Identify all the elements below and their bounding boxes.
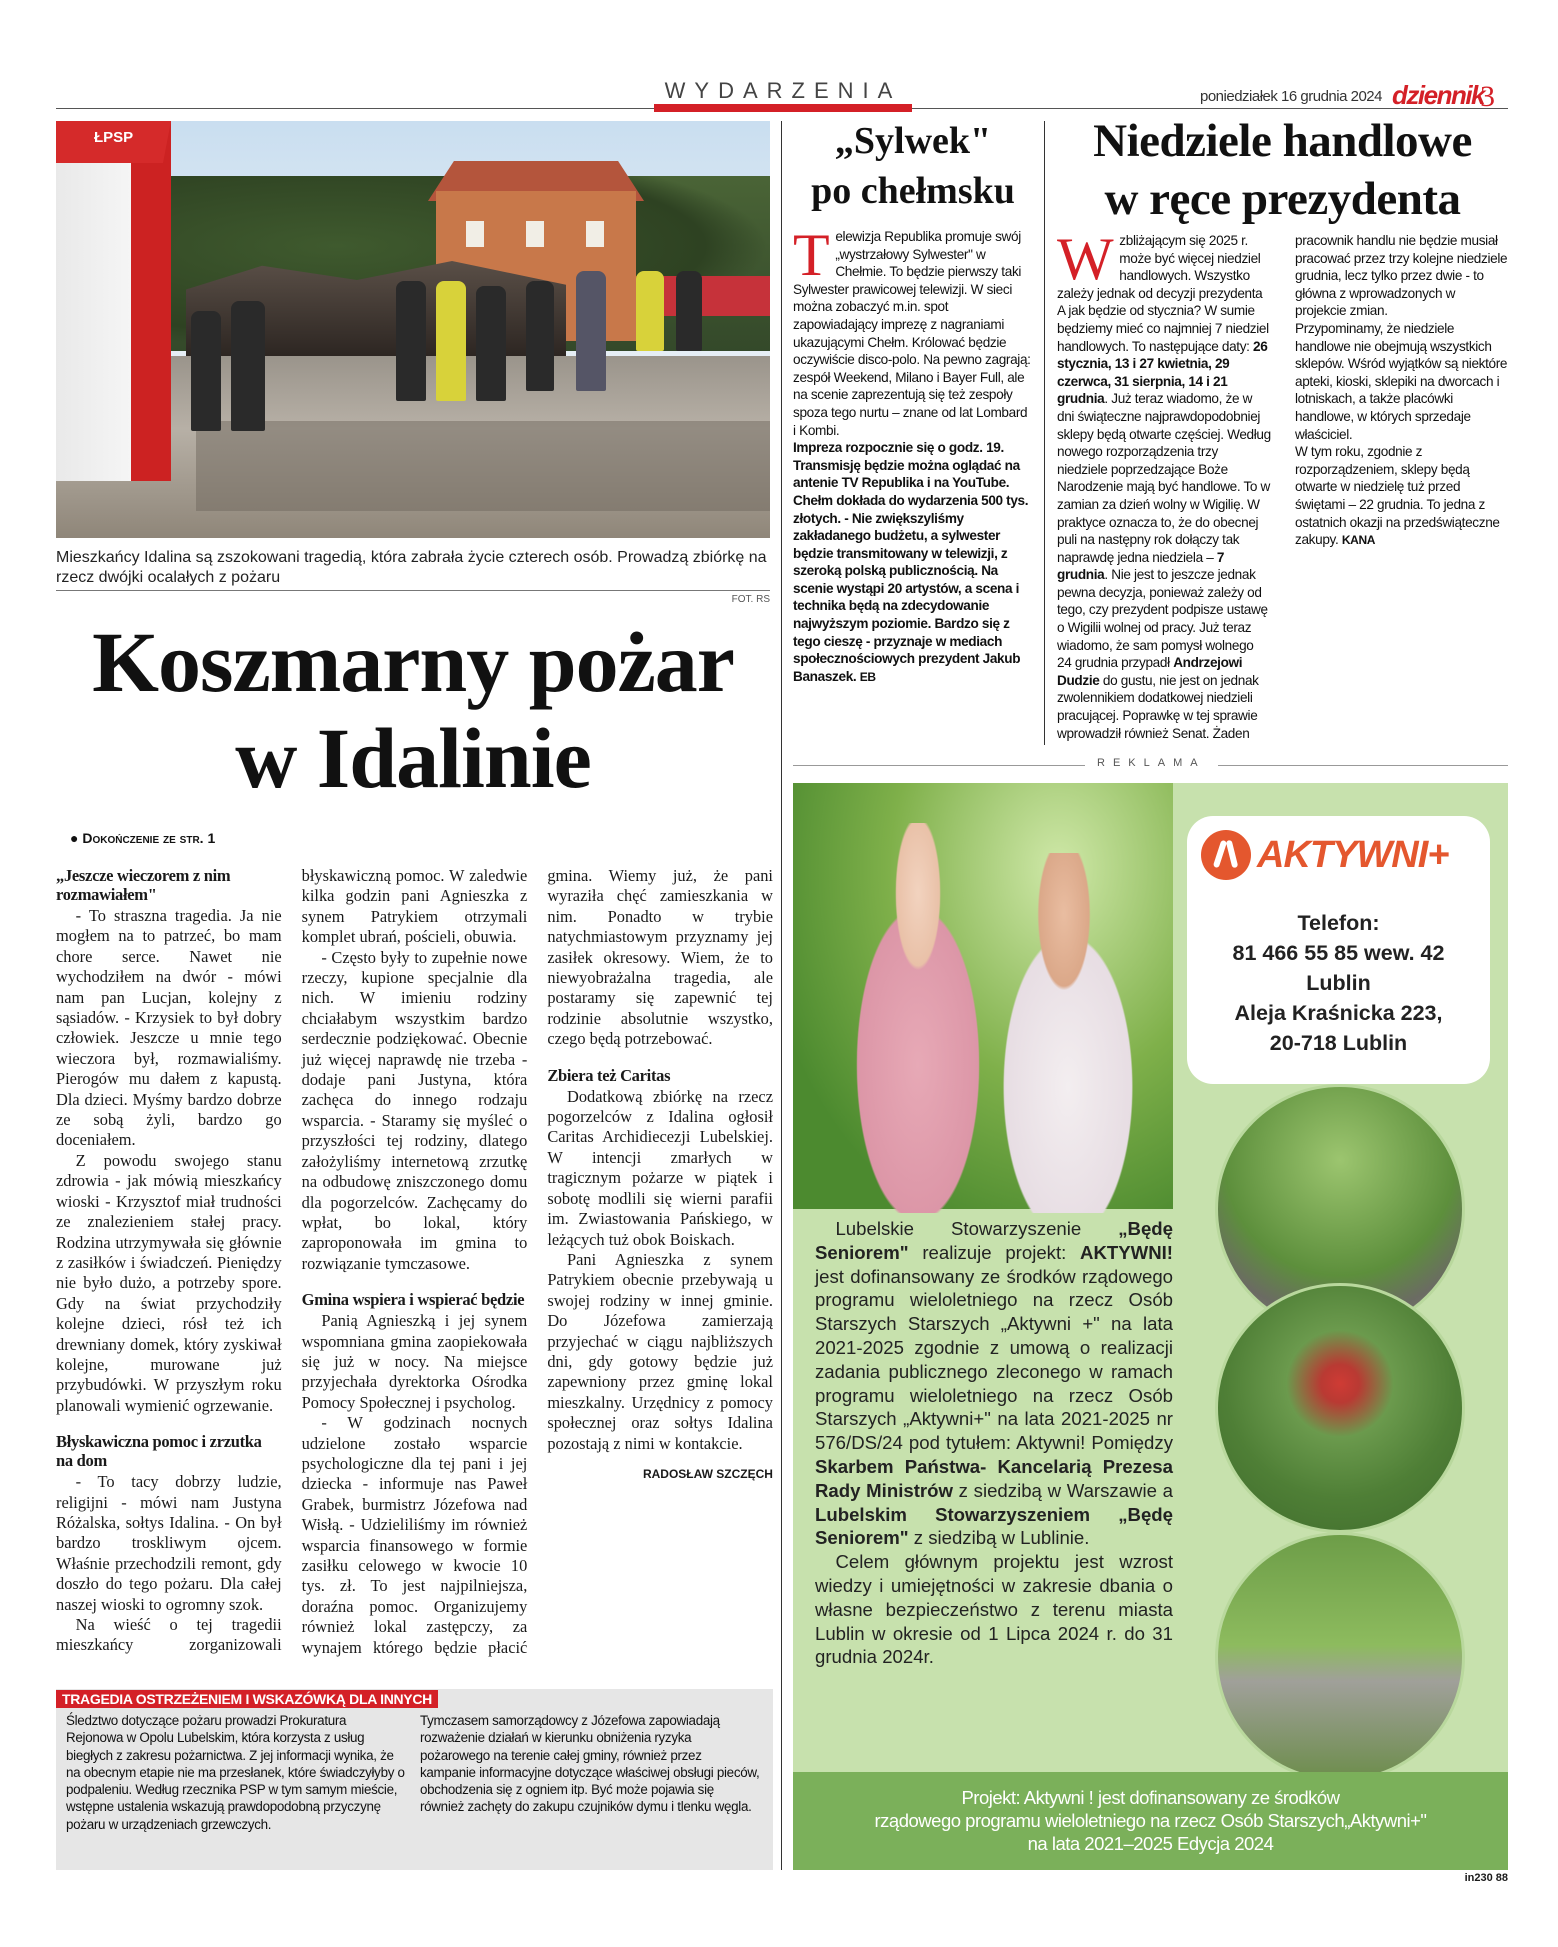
drop-cap: T [793,228,830,288]
page-number: 3 [1480,80,1495,113]
text-run: . Nie jest to jeszcze jednak pewna decyzja, ponieważ zależy od tego, czy prezydent podpisze ustawę o Wigilii wolnej od pracy. Już teraz wiadomo, że sam pomysł wolnego 24 grudnia przypadł [1057,567,1268,671]
paragraph [793,439,1033,686]
column-rule [781,121,782,1870]
text-run: z siedzibą w Lublinie. [908,1527,1090,1549]
person [526,281,554,391]
postal-address: 20-718 Lublin [1269,1031,1408,1055]
column-rule [1044,121,1045,745]
text-run: jest dofinansowany ze środków rządowego programu wieloletniego na rzecz Osób Starszych Starszych „Aktywni +" na lata 2021-2025 zgodnie z umową o realizacji zadania publicznego zleconego w ramach programu wieloletniego na rzecz Osób Starszych „Aktywni+" na lata 2021-2025 nr 576/DS/24 pod tytułem: Aktywni! Pomiędzy [815,1265,1173,1454]
person [576,271,606,391]
info-box-text: Śledztwo dotyczące pożaru prowadzi Prokuratura Rejonowa w Opolu Lubelskim, która korzysta z usług biegłych z zakresu pożarnictwa. Z jej informacji wynika, że na obecnym etapie nie ma przesłanek, które świadczyłyby o podpaleniu. Według rzecznika PSP w tym samym mieście, wstępne ustalenia wskazują prawdopodobną przyczynę pożaru w urządzeniach grzewczych. [66,1713,405,1832]
text-run: Panią Agnieszką i jej synem wspomniana gmina zaopiekowała się już w nocy. Na miejsce przyjechała dyrektorka Ośrodka Pomocy Społecznej i psycholog. [301,1311,528,1412]
walkers-icon [1201,830,1251,880]
city: Lublin [1306,971,1371,995]
fire-truck-label: ŁPSP [94,129,134,146]
sylwek-article-body [793,228,1033,748]
text-run: z siedzibą w Warszawie a [952,1479,1174,1501]
firefighter [636,271,664,351]
person [191,311,221,431]
paragraph [56,906,282,1151]
paragraph [547,1087,773,1250]
fire-truck [56,121,171,481]
paragraph [56,1472,282,1615]
text-run: A jak będzie od stycznia? W sumie będziemy mieć co najmniej 7 niedziel handlowych. To następujące daty: [1057,303,1269,354]
brand-logo: dziennik [1392,80,1485,110]
niedziele-headline [1050,112,1515,228]
window [526,221,544,247]
subheading: „Jeszcze wieczorem z nim rozmawiałem" [56,866,231,904]
person [476,286,506,401]
text-run: realizuje projekt: [908,1241,1081,1263]
text-run: Lubelskie Stowarzyszenie [835,1218,1119,1239]
person [231,301,265,431]
text-run: zbliżającym się 2025 r. może być więcej niedziel handlowych. Wszystko zależy jednak od decyzji prezydenta [1057,233,1263,301]
info-box-text: Tymczasem samorządowcy z Józefowa zapowiadają rozważenie działań w kierunku obniżenia ryzyka pożarowego na terenie całej gminy, również przez kampanie informacyjne dotyczące właściwej obsługi pieców, obchodzenia się z ogniem itp. Być może pojawia się również zachęty do zakupu czujników dymu i tlenku węgla. [420,1713,760,1815]
headline-line: „Sylwek" [834,120,992,162]
text-run: - Często były to zupełnie nowe rzeczy, kupione specjalnie dla nich. W imieniu rodziny chciałabym wszystkim bardzo serdecznie podziękować. Obecnie już więcej naprawdę nie trzeba - dodaje pani Justyna, która zachęca do innego rodzaju wsparcia. - Staramy się myśleć o przyszłości tej rodziny, dlatego założyliśmy internetową zrzutkę na odbudowę zniszczonego domu dla pogorzelców. Zachęcamy do wpłat, bo lokal, który zaproponowała im gmina to rozwiązanie tymczasowe. [301,947,528,1273]
text-run: . Już teraz wiadomo, że w dni świąteczne najprawdopodobniej sklepy będą otwarte częściej. Według nowego rozporządzenia trzy niedziele poprzedzające Boże Narodzenie mają być handlowe. To w zamian za dzień wolny w Wigilię. W praktyce oznacza to, że do obecnej puli na następny rok dołączy tak naprawdę jedna niedziela – [1057,391,1271,565]
paragraph [1057,232,1271,302]
aktywni-logo [1201,830,1449,880]
seniors-photo [793,783,1173,1209]
paragraph [302,948,528,1275]
headline-line: Koszmarny pożar [92,614,734,710]
text-run: Lubelskim Stowarzyszeniem „Będę Seniorem" [815,1503,1173,1549]
main-headline [56,614,770,806]
text-run: 26 stycznia, 13 i 27 kwietnia, 29 czerwca, 31 sierpnia, 14 i 21 grudnia [1057,338,1268,407]
text-run: Andrzejowi Dudzie [1057,655,1243,688]
text-run: Na wieść o tej tragedii mieszkańcy zorganizowali błyskawiczną pomoc. W zaledwie kilka godzin pani Agnieszka z synem Patrykiem otrzymali komplet ubrań, pościeli, obuwia. [56,866,528,1655]
ad-code: in230 88 [1464,1872,1508,1884]
fire-scene-photo [56,121,770,538]
advertisement [793,783,1508,1870]
ad-footer-line: Projekt: Aktywni ! jest dofinansowany ze środków [961,1787,1340,1808]
folk-dance-photo [1215,1283,1465,1533]
text-run: elewizja Republika promuje swój „wystrzałowy Sylwester" w Chełmie. To będzie pierwszy taki Sylwester prawicowej telewizji. W sieci można zobaczyć m.in. spot zapowiadający imprezę z nagraniami ukazującymi Chełm. Królować będzie oczywiście disco-polo. Na pewno zagrają: zespół Weekend, Milano i Bayer Full, ale na scenie zaprezentują się też zespoły spoza tego nurtu – znane od lat Lombard i Kombi. [793,229,1031,438]
text-run: - W godzinach nocnych udzielone zostało wsparcie psychologiczne dla tej pani i jej dziecka - informuje nas Paweł Grabek, burmistrz Józefowa nad Wisłą. - Udzieliliśmy im również wsparcia finansowego w formie zasiłku celowego w kwocie 10 tys. zł. To jest najpilniejsza, doraźna pomoc. Organizujemy również lokal zastępczy, za wynajem którego będzie płacić gmina. Wiemy już, że pani wyraziła chęć zamieszkania w nim. Ponadto w trybie natychmiastowym przyznamy jej zasiłek okresowy. Wiem, że to niewyobrażalna tragedia, ale postaramy się zapewnić tej rodzinie absolutnie wszystko, czego będą potrzebować. [301,866,773,1657]
contact-info [1187,908,1490,1058]
paragraph [815,1217,1173,1550]
headline-line: Niedziele handlowe [1093,115,1472,167]
author-signature: EB [859,669,876,684]
ad-label: REKLAMA [1085,757,1218,769]
paragraph [547,1250,773,1454]
issue-date: poniedziałek 16 grudnia 2024 [1200,88,1382,105]
text-run: Dodatkową zbiórkę na rzecz pogorzelców z Idalina ogłosił Caritas Archidiecezji Lubelskiej. W intencji zmarłych w tragicznym pożarze w piątek i sobotę modlili się wierni parafii im. Zwiastowania Pańskiego, w leżących tuż obok Boiskach. [547,1086,773,1249]
drop-cap: W [1057,232,1114,292]
ad-footer-line: na lata 2021–2025 Edycja 2024 [1027,1833,1274,1854]
ad-body-text [815,1217,1173,1669]
info-box-label: TRAGEDIA OSTRZEŻENIEM I WSKAZÓWKĄ DLA INNYCH [56,1690,438,1708]
byline: RADOSŁAW SZCZĘCH [642,1466,773,1481]
paragraph [1295,320,1509,443]
text-run: - To straszna tragedia. Ja nie mogłem na to patrzeć, bo mam chore serce. Nawet nie wychodziłem na dwór - mówi nam pan Lucjan, kolejny z sąsiadów. - Krzysiek to był dobry człowiek. Jeszcze u mnie tego wieczora był, rozmawialiśmy. Pierogów mu dałem z kapustą. Dla dzieci. Myśmy bardzo dobrze ze sobą żyli, bardzo go doceniałem. [56,906,282,1150]
text-run: 7 grudnia [1057,549,1225,583]
shadow [196,421,770,511]
contact-label: Telefon: [1297,911,1380,935]
text-run: Celem głównym projektu jest wzrost wiedzy i umiejętności w zakresie dbania o własne bezpieczeństwo z terenu miasta Lublin w okresie od 1 Lipca 2024 r. do 31 grudnia 2024r. [815,1551,1173,1668]
headline-line: w ręce prezydenta [1104,173,1461,225]
text-run: W tym roku, zgodnie z rozporządzeniem, sklepy będą otwarte w niedzielę tuż przed świętami – 22 grudnia. To jedna z ostatnich okazji na przedświąteczne zakupy. [1295,444,1500,548]
paragraph [1295,443,1509,550]
sylwek-headline [793,116,1033,216]
ad-footer-line: rządowego programu wieloletniego na rzecz Osób Starszych„Aktywni+" [874,1810,1427,1831]
paragraph [815,1550,1173,1669]
paragraph [793,228,1033,439]
ad-footer [793,1772,1508,1870]
headline-line: po chełmsku [811,170,1015,212]
subheading: Błyskawiczna pomoc i zrzutka na dom [56,1432,262,1471]
caption-rule [56,590,770,591]
text-run: Pani Agnieszka z synem Patrykiem obecnie przebywają u swojej rodziny w innej gminie. Do Józefowa zamierzają przyjechać w ciągu najbliższych dni, gdy gotowy będzie już zapewniony przez gminę lokal mieszkalny. Urzędnicy z pomocy społecznej oraz sołtys Idalina pozostają z nimi w kontakcie. [547,1249,773,1453]
main-article-body [56,866,773,1676]
section-bar [654,104,912,112]
street-address: Aleja Kraśnicka 223, [1234,1001,1443,1025]
text-run: Skarbem Państwa- Kancelarią Prezesa Rady Ministrów [815,1455,1173,1501]
person [396,281,426,401]
text-run: Z powodu swojego stanu zdrowia - jak mówią mieszkańcy wioski - Krzysztof miał trudności ze znalezieniem stałej pracy. Rodzina utrzymywała się głównie z zasiłków i świadczeń. Pieniędzy nie było dużo, a potrzeby spore. Gdy na świat przychodziły kolejne dzieci, rósł też ich drewniany domek, który zyskiwał kolejne, murowane już przybudówki. W przyszłym roku planowali wymienić ogrzewanie. [56,1150,282,1415]
text-run: Przypominamy, że niedziele handlowe nie obejmują wszystkich sklepów. Wśród wyjątków są niektóre apteki, kioski, sklepiki na dworcach i lotniskach, a także placówki handlowe, w których sprzedaje właściciel. [1295,320,1508,442]
text-run: do gustu, nie jest on jednak zwolennikiem dodatkowej niedzieli pracującej. Poprawkę w tej sprawie wprowadził również Senat. Żaden pracownik handlu nie będzie musiał pracować przez trzy kolejne niedziele grudnia, lecz tylko przez dwie - to główna z wprowadzonych w projekcie zmian. [1057,233,1508,741]
contact-card [1187,816,1490,1084]
subheading: Gmina wspiera i wspierać będzie [301,1290,525,1310]
text-run: - To tacy dobrzy ludzie, religijni - mówi nam Justyna Różalska, sołtys Idalina. - On był bardzo troskliwym ojcem. Właśnie przechodzili remont, gdy doszło do tego pożaru. Dla całej naszej wioski to ogromny szok. [56,1472,282,1614]
nordic-walking-photo [1215,1532,1465,1782]
text-run: AKTYWNI! [1080,1241,1173,1263]
text-run: „Będę Seniorem" [815,1218,1173,1263]
text-run: Impreza rozpocznie się o godz. 19. Transmisję będzie można oglądać na antenie TV Republika i na YouTube. Chełm dokłada do wydarzenia 500 tys. złotych. - Nie zwiększyliśmy zakładanego budżetu, a sylwester będzie transmitowany w telewizji, z szeroką polską publicznością. Na scenie wystąpi 20 artystów, a scena i technika będą na zdecydowanie najwyższym poziomie. Bardzo się z tego cieszę - przyznaje w mediach społecznościowych prezydent Jakub Banaszek. [793,440,1029,684]
headline-line: w Idalinie [235,710,591,806]
niedziele-article-body [1057,232,1509,748]
window [466,221,484,247]
window [586,221,604,247]
paragraph [302,1311,528,1413]
section-title: WYDARZENIA [664,78,902,103]
phone-number: 81 466 55 85 wew. 42 [1232,941,1445,965]
firefighter [676,271,702,351]
subheading: Zbiera też Caritas [547,1065,671,1085]
author-signature: KANA [1341,533,1376,548]
paragraph [56,1151,282,1416]
photo-credit: FOT. RS [731,594,770,605]
continuation-note: ● Dokończenie ze str. 1 [70,830,216,846]
person [436,281,466,401]
senior-man [968,853,1168,1213]
logo-text: AKTYWNI+ [1257,833,1449,876]
photo-caption: Mieszkańcy Idalina są zszokowani tragedią, która zabrała życie czterech osób. Prowadzą zbiórkę na rzecz dwójki ocalałych z pożaru [56,549,767,586]
